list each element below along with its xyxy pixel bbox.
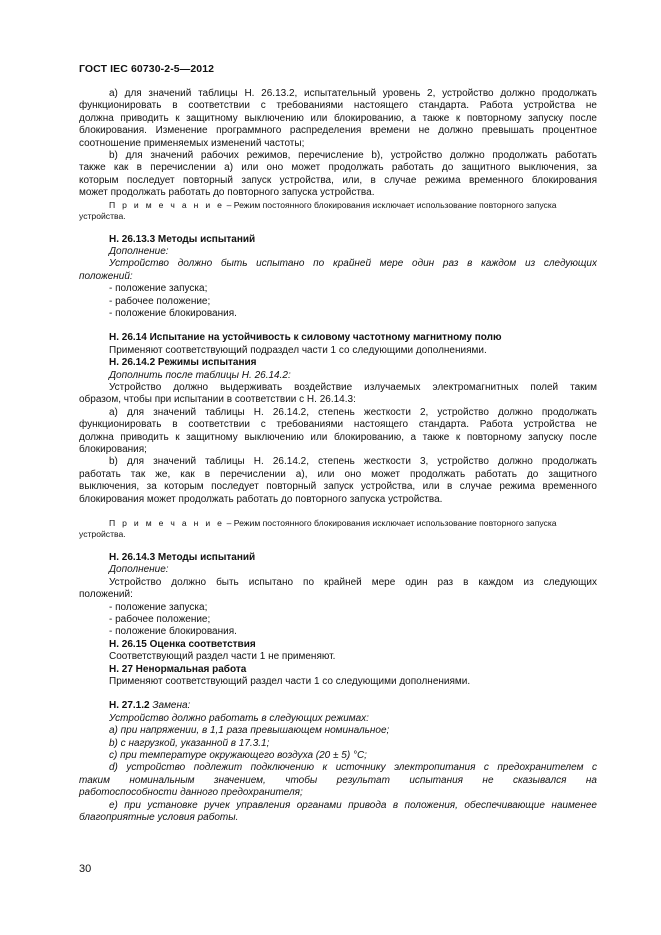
italic-line: с) при температуре окружающего воздуха (20 ± 5) °С; <box>109 750 367 762</box>
paragraph-line: может продолжать работать до повторного запуска устройства. <box>79 187 375 199</box>
note-line <box>79 518 597 529</box>
section-heading: Н. 26.15 Оценка соответствия <box>109 638 256 650</box>
paragraph <box>79 762 597 799</box>
paragraph-line: а) для значений таблицы Н. 26.13.2, испытательный уровень 2, устройство должно продолжать <box>109 88 597 99</box>
page-content <box>79 88 597 824</box>
section-heading: Н. 26.14.3 Методы испытаний <box>109 551 256 563</box>
paragraph-line: соотношение применяемых изменений частоты; <box>79 137 305 149</box>
paragraph <box>79 88 597 150</box>
paragraph-line: блокирования может продолжать работать до повторного запуска устройства. <box>79 493 443 505</box>
section-heading: Н. 27 Ненормальная работа <box>109 663 247 675</box>
paragraph <box>79 407 597 457</box>
paragraph <box>79 382 597 407</box>
section-heading: Н. 26.14.2 Режимы испытания <box>109 357 257 369</box>
paragraph-line: Устройство должно быть испытано по крайней мере один раз в каждом из следующих <box>109 576 597 588</box>
italic-line: а) при напряжении, в 1,1 раза превышающем номинальное; <box>109 725 390 737</box>
paragraph <box>79 258 597 283</box>
note <box>79 200 597 222</box>
spacer <box>79 688 597 700</box>
list-item: - положение запуска; <box>109 601 208 613</box>
paragraph-line: блокирования; <box>79 443 147 455</box>
list-item: - рабочее положение; <box>109 613 211 625</box>
section-heading: Н. 26.13.3 Методы испытаний <box>109 233 256 245</box>
paragraph-line: Устройство должно быть испытано по крайней мере один раз в каждом из следующих <box>109 258 597 270</box>
spacer <box>79 320 597 332</box>
paragraph-line: а) для значений таблицы Н. 26.14.2, степень жесткости 2, устройство должно продолжать <box>109 406 597 418</box>
list-item: Применяют соответствующий подраздел части 1 со следующими дополнениями. <box>109 344 487 356</box>
note-label: П р и м е ч а н и е <box>109 199 225 210</box>
note-line: устройства. <box>79 210 126 221</box>
paragraph-line: выключения, за которым последует повторный запуск устройства, или в случае режима временного <box>79 481 597 493</box>
paragraph-line: благоприятные условия работы. <box>79 812 239 824</box>
spacer <box>79 222 597 234</box>
paragraph-line: таким номинальным значением, чтобы результат испытания не сказывался на <box>79 774 597 786</box>
spacer <box>79 506 597 518</box>
paragraph-line: работать так же, как в перечислении а), или оно может продолжать работать до защитного <box>79 468 597 480</box>
note-text: – Режим постоянного блокирования исключает использование повторного запуска <box>224 199 557 210</box>
paragraph-line: функционировать в соответствии с требованиями настоящего стандарта. Работа устройства не <box>79 100 597 112</box>
list-item: Применяют соответствующий раздел части 1 со следующими дополнениями. <box>109 676 471 687</box>
page-header: ГОСТ IEC 60730-2-5—2012 <box>79 63 215 75</box>
paragraph-line: функционировать в соответствии с требованиями настоящего стандарта. Работа устройства не <box>79 419 597 431</box>
paragraph <box>79 150 597 200</box>
note-label: П р и м е ч а н и е <box>109 517 225 528</box>
heading-italic: Замена: <box>149 700 191 712</box>
italic-line: Устройство должно работать в следующих режимах: <box>109 712 369 724</box>
paragraph-line: b) для значений таблицы Н. 26.14.2, степень жесткости 3, устройство должно продолжать <box>109 456 597 468</box>
paragraph-line: Устройство должно выдерживать воздействие излучаемых электромагнитных полей таким <box>109 382 597 393</box>
paragraph <box>79 456 597 506</box>
section-heading: Н. 26.14 Испытание на устойчивость к силовому частотному магнитному полю <box>109 332 502 344</box>
spacer <box>79 540 597 552</box>
italic-line: Дополнение: <box>109 245 169 257</box>
page-number: 30 <box>79 863 92 875</box>
list-item: - рабочее положение; <box>109 295 211 307</box>
paragraph-line: должна приводить к защитному выключению или блокированию, а также к повторному запуску после <box>79 431 597 443</box>
paragraph-line: положений: <box>79 589 133 601</box>
list-item: - положение блокирования. <box>109 307 237 319</box>
list-item: - положение блокирования. <box>109 626 237 638</box>
paragraph-line: положений: <box>79 270 133 282</box>
paragraph-line: е) при установке ручек управления органами привода в положения, обеспечивающие наименее <box>109 799 597 811</box>
paragraph <box>79 800 597 825</box>
heading-number: Н. 27.1.2 <box>109 700 150 712</box>
paragraph-line: которым последует повторный запуск устройства, или, в случае режима временного блокирования <box>79 174 597 186</box>
section-heading <box>79 700 597 712</box>
italic-line: Дополнение: <box>109 564 169 576</box>
paragraph <box>79 577 597 602</box>
paragraph-line: блокирования. Изменение программного распределения времени не должно превышать процентное <box>79 125 597 137</box>
list-item: Соответствующий раздел части 1 не применяют. <box>109 651 336 663</box>
paragraph-line: работоспособности данного предохранителя; <box>79 787 303 799</box>
note-text: – Режим постоянного блокирования исключает использование повторного запуска <box>224 517 557 528</box>
italic-line: Дополнить после таблицы Н. 26.14.2: <box>109 369 291 381</box>
paragraph-line: также как в перечислении а) или оно может продолжать работать до защитного выключения, за <box>79 162 597 174</box>
paragraph-line: образом, чтобы при испытании в соответствии с Н. 26.14.3: <box>79 394 356 406</box>
paragraph-line: d) устройство подлежит подключению к источнику электропитания с предохранителем с <box>109 762 597 774</box>
paragraph-line: b) для значений рабочих режимов, перечисление b), устройство должно продолжать работать <box>109 149 597 161</box>
note <box>79 518 597 540</box>
note-line: устройства. <box>79 528 126 539</box>
paragraph-line: должна приводить к защитному выключению или блокированию, а также к повторному запуску после <box>79 112 597 124</box>
italic-line: b) с нагрузкой, указанной в 17.3.1; <box>109 737 270 749</box>
list-item: - положение запуска; <box>109 283 208 295</box>
note-line <box>79 200 597 211</box>
